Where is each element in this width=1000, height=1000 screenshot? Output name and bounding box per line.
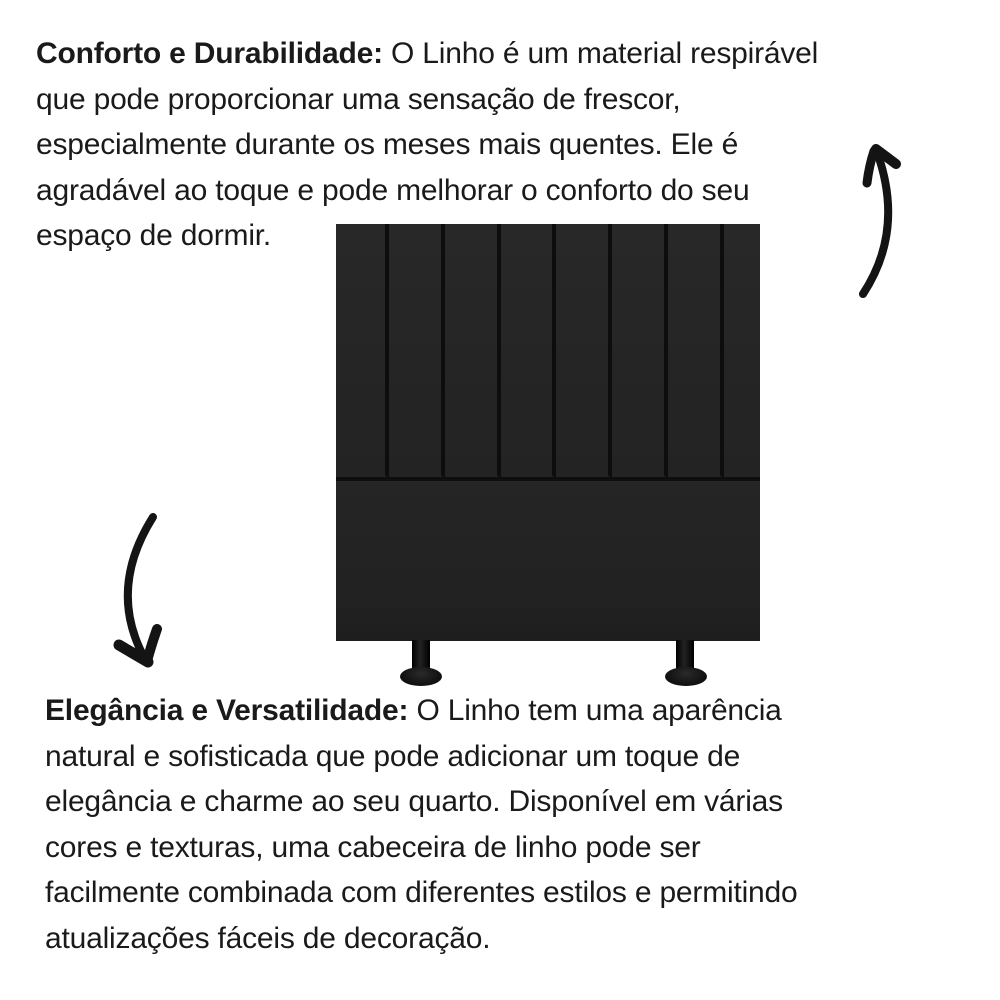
- paragraph-line: atualizações fáceis de decoração.: [45, 921, 491, 955]
- headboard-slat: [336, 224, 385, 477]
- headboard-slat: [385, 224, 441, 477]
- paragraph-line: cores e texturas, uma cabeceira de linho pode ser: [45, 830, 701, 864]
- curved-arrow-up-icon: [863, 149, 896, 294]
- headboard-slat: [608, 224, 664, 477]
- top-heading-rest: O Linho é um material respirável: [382, 37, 819, 70]
- paragraph-line: espaço de dormir.: [36, 219, 272, 252]
- paragraph-line: natural e sofisticada que pode adicionar um toque de: [45, 739, 741, 773]
- paragraph-line: que pode proporcionar uma sensação de frescor,: [36, 82, 681, 116]
- paragraph-line: agradável ao toque e pode melhorar o conforto do seu: [36, 173, 750, 207]
- paragraph-line: [36, 31, 818, 77]
- paragraph-line: [45, 688, 798, 734]
- headboard-base: [336, 477, 760, 641]
- paragraph-line: elegância e charme ao seu quarto. Disponível em várias: [45, 785, 783, 818]
- paragraph-line: facilmente combinada com diferentes estilos e permitindo: [45, 876, 798, 909]
- paragraph-line: especialmente durante os meses mais quentes. Ele é: [36, 128, 739, 161]
- headboard-slats: [336, 224, 760, 477]
- headboard-slat: [441, 224, 497, 477]
- curved-arrow-down-icon: [119, 517, 157, 662]
- bottom-heading: Elegância e Versatilidade:: [45, 694, 409, 727]
- headboard-slat: [720, 224, 760, 477]
- headboard-slat: [497, 224, 553, 477]
- headboard-right-foot: [665, 667, 707, 686]
- headboard-slat: [552, 224, 608, 477]
- bottom-heading-rest: O Linho tem uma aparência: [408, 694, 782, 727]
- top-heading: Conforto e Durabilidade:: [36, 37, 383, 70]
- headboard-slat: [664, 224, 720, 477]
- headboard-product-image: [336, 224, 760, 641]
- bottom-paragraph: [45, 688, 798, 961]
- headboard-left-foot: [400, 667, 442, 686]
